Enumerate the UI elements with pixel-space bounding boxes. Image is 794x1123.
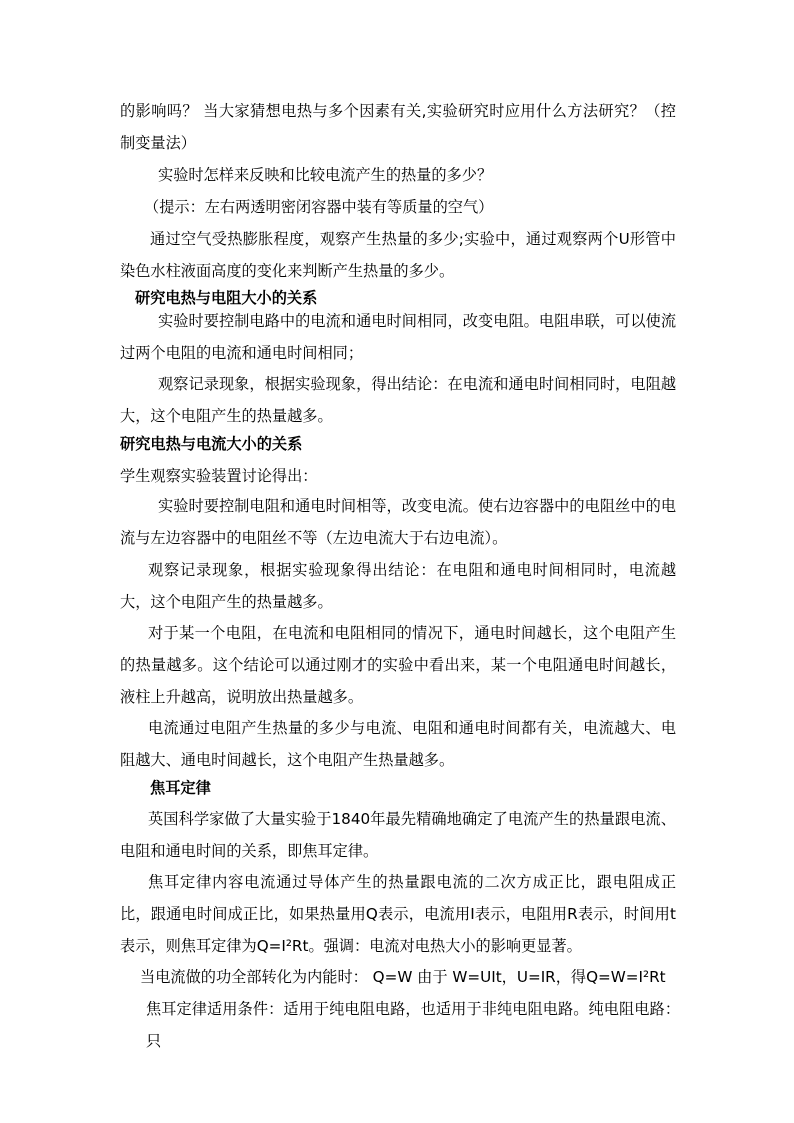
heading-joule-law: 焦耳定律: [150, 779, 211, 797]
heading-current: 研究电热与电流大小的关系: [120, 435, 303, 453]
paragraph-question: 实验时怎样来反映和比较电流产生的热量的多少？: [158, 166, 493, 184]
heading-resistance: 研究电热与电阻大小的关系: [135, 289, 318, 307]
paragraph-resistance-conclusion: 观察记录现象，根据实验现象，得出结论：在电流和通电时间相同时，电阻越大，这个电阻产生的热量越多。: [120, 375, 676, 425]
paragraph-resistance-method: 实验时要控制电路中的电流和通电时间相同，改变电阻。电阻串联，可以使流过两个电阻的电流和通电时间相同；: [120, 312, 676, 362]
paragraph-applicable-conditions: 焦耳定律适用条件：适用于纯电阻电路，也适用于非纯电阻电路。纯电阻电路：只: [146, 1000, 680, 1050]
paragraph-control-variable: 的影响吗？ 当大家猜想电热与多个因素有关,实验研究时应用什么方法研究？（控制变量法）: [120, 102, 676, 152]
paragraph-summary: 电流通过电阻产生热量的多少与电流、电阻和通电时间都有关，电流越大、电阻越大、通电时间越长，这个电阻产生热量越多。: [120, 719, 676, 769]
paragraph-time-conclusion: 对于某一个电阻，在电流和电阻相同的情况下，通电时间越长，这个电阻产生的热量越多。这个结论可以通过刚才的实验中看出来，某一个电阻通电时间越长，液柱上升越高，说明放出热量越多。: [120, 624, 676, 706]
paragraph-hint: （提示：左右两透明密闭容器中装有等质量的空气）: [144, 198, 494, 216]
paragraph-energy-conversion: 当电流做的功全部转化为内能时： Q=W 由于 W=UIt，U=IR，得Q=W=I²Rt: [140, 968, 666, 986]
paragraph-students-discuss: 学生观察实验装置讨论得出：: [120, 467, 318, 485]
paragraph-joule-content: 焦耳定律内容电流通过导体产生的热量跟电流的二次方成正比，跟电阻成正比，跟通电时间成正比，如果热量用Q表示，电流用I表示，电阻用R表示，时间用t表示，则焦耳定律为Q=I²Rt。强调：电流对电热大小的影响更显著。: [120, 873, 676, 955]
paragraph-air-expansion: 通过空气受热膨胀程度，观察产生热量的多少;实验中，通过观察两个U形管中染色水柱液面高度的变化来判断产生热量的多少。: [120, 230, 676, 280]
paragraph-current-conclusion: 观察记录现象，根据实验现象得出结论：在电阻和通电时间相同时，电流越大，这个电阻产生的热量越多。: [120, 561, 676, 611]
paragraph-current-method: 实验时要控制电阻和通电时间相等，改变电流。使右边容器中的电阻丝中的电流与左边容器中的电阻丝不等（左边电流大于右边电流）。: [120, 497, 676, 547]
paragraph-joule-history: 英国科学家做了大量实验于1840年最先精确地确定了电流产生的热量跟电流、电阻和通电时间的关系，即焦耳定律。: [120, 810, 676, 860]
